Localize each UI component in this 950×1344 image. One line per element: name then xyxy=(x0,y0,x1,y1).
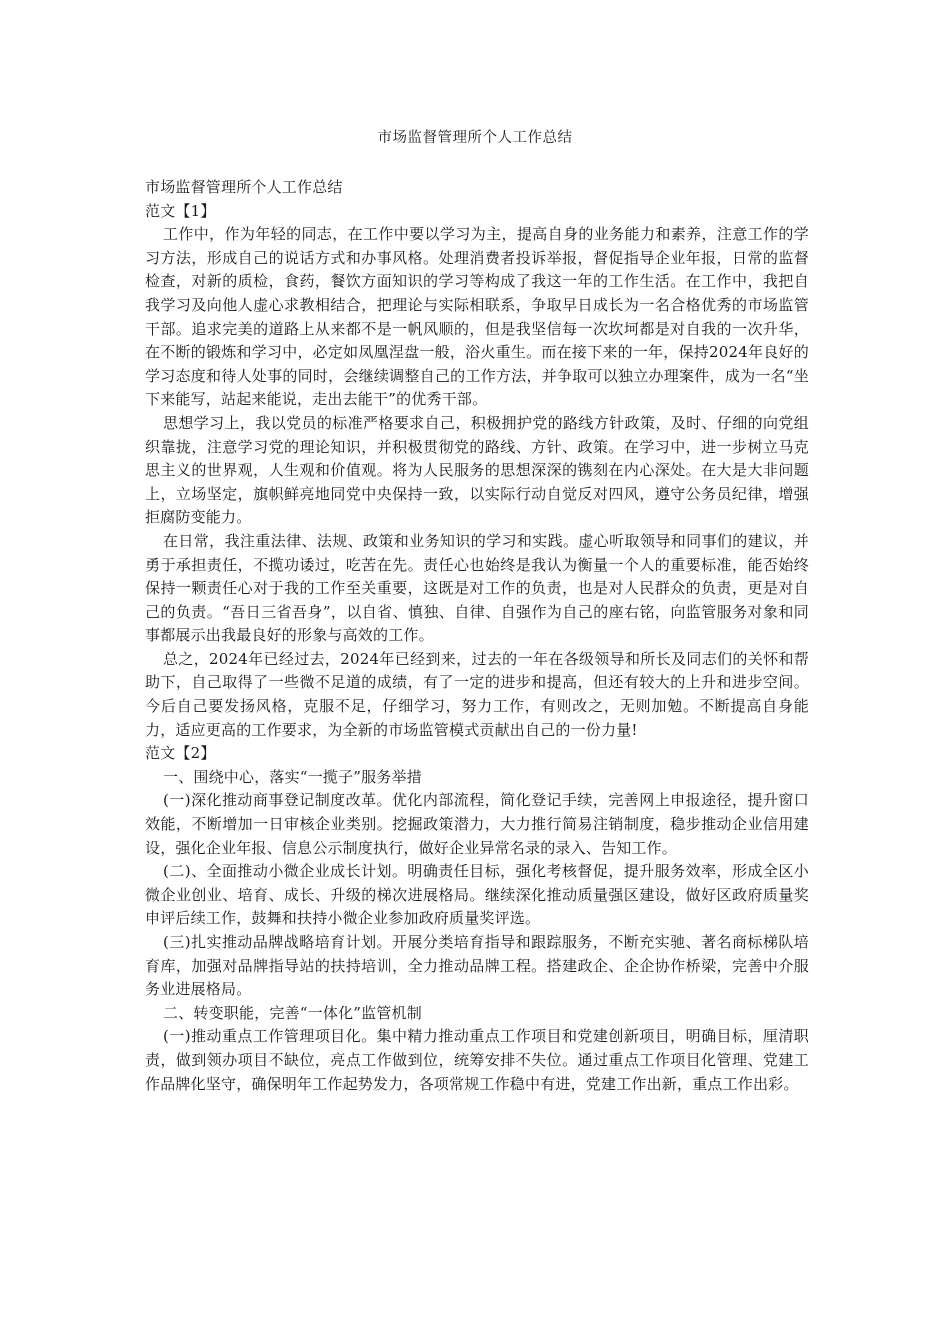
sample-heading-1: 范文【1】 xyxy=(145,201,216,220)
paragraph-summary: 总之，2024年已经过去，2024年已经到来，过去的一年在各级领导和所长及同志们的关怀和帮助下，自己取得了一些微不足道的成绩，有了一定的进步和提高，但还有较大的上升和进步空间。今后自己要发扬风格，克服不足，仔细学习，努力工作，有则改之，无则加勉。不断提高自身能力，适应更高的工作要求，为全新的市场监管模式贡献出自己的一份力量! xyxy=(145,649,809,739)
paragraph-daily: 在日常，我注重法律、法规、政策和业务知识的学习和实践。虚心听取领导和同事们的建议，并勇于承担责任，不揽功诿过，吃苦在先。责任心也始终是我认为衡量一个人的重要标准，能否始终保持一颗责任心对于我的工作至关重要，这既是对工作的负责，也是对人民群众的负责，更是对自己的负责。“吾日三省吾身”，以自省、慎独、自律、自强作为自己的座右铭，向监管服务对象和同事都展示出我最良好的形象与高效的工作。 xyxy=(145,531,809,645)
document-title: 市场监督管理所个人工作总结 xyxy=(377,130,573,146)
document-body xyxy=(145,176,809,1096)
item-2-1: (一)推动重点工作管理项目化。集中精力推动重点工作项目和党建创新项目，明确目标，厘清职责，做到领办项目不缺位，亮点工作做到位，统筹安排不失位。通过重点工作项目化管理、党建工作品牌化坚守，确保明年工作起势发力，各项常规工作稳中有进，党建工作出新，重点工作出彩。 xyxy=(145,1027,809,1093)
item-1-3: (三)扎实推动品牌战略培育计划。开展分类培育指导和跟踪服务，不断充实驰、著名商标梯队培育库，加强对品牌指导站的扶持培训，全力推动品牌工程。搭建政企、企企协作桥梁，完善中介服务业进展格局。 xyxy=(145,933,809,999)
section-heading-2: 二、转变职能，完善“一体化”监管机制 xyxy=(163,1003,422,1022)
paragraph-work: 工作中，作为年轻的同志，在工作中要以学习为主，提高自身的业务能力和素养，注意工作的学习方法，形成自己的说话方式和办事风格。处理消费者投诉举报，督促指导企业年报，日常的监督检查，对新的质检，食药，餐饮方面知识的学习等构成了我这一年的工作生活。在工作中，我把自我学习及向他人虚心求教相结合，把理论与实际相联系，争取早日成长为一名合格优秀的市场监管干部。追求完美的道路上从来都不是一帆风顺的，但是我坚信每一次坎坷都是对自我的一次升华，在不断的锻炼和学习中，必定如凤凰涅盘一般，浴火重生。而在接下来的一年，保持2024年良好的学习态度和待人处事的同时，会继续调整自己的工作方法，并争取可以独立办理案件，成为一名“坐下来能写，站起来能说，走出去能干”的优秀干部。 xyxy=(145,225,809,409)
section-heading-1: 一、围绕中心，落实“一揽子”服务举措 xyxy=(163,767,422,786)
paragraph-study: 思想学习上，我以党员的标准严格要求自己，积极拥护党的路线方针政策，及时、仔细的向党组织靠拢，注意学习党的理论知识，并积极贯彻党的路线、方针、政策。在学习中，进一步树立马克思主义的世界观，人生观和价值观。将为人民服务的思想深深的镌刻在内心深处。在大是大非问题上，立场坚定，旗帜鲜亮地同党中央保持一致，以实际行动自觉反对四风，遵守公务员纪律，增强拒腐防变能力。 xyxy=(145,413,809,527)
sample-heading-2: 范文【2】 xyxy=(145,744,216,763)
document-subtitle: 市场监督管理所个人工作总结 xyxy=(145,178,343,196)
item-1-1: (一)深化推动商事登记制度改革。优化内部流程，简化登记手续，完善网上申报途径，提升窗口效能，不断增加一日审核企业类别。挖掘政策潜力，大力推行简易注销制度，稳步推动企业信用建设，强化企业年报、信息公示制度执行，做好企业异常名录的录入、告知工作。 xyxy=(145,791,809,857)
item-1-2: (二)、全面推动小微企业成长计划。明确责任目标，强化考核督促，提升服务效率，形成全区小微企业创业、培育、成长、升级的梯次进展格局。继续深化推动质量强区建设，做好区政府质量奖申评后续工作，鼓舞和扶持小微企业参加政府质量奖评选。 xyxy=(145,862,809,928)
